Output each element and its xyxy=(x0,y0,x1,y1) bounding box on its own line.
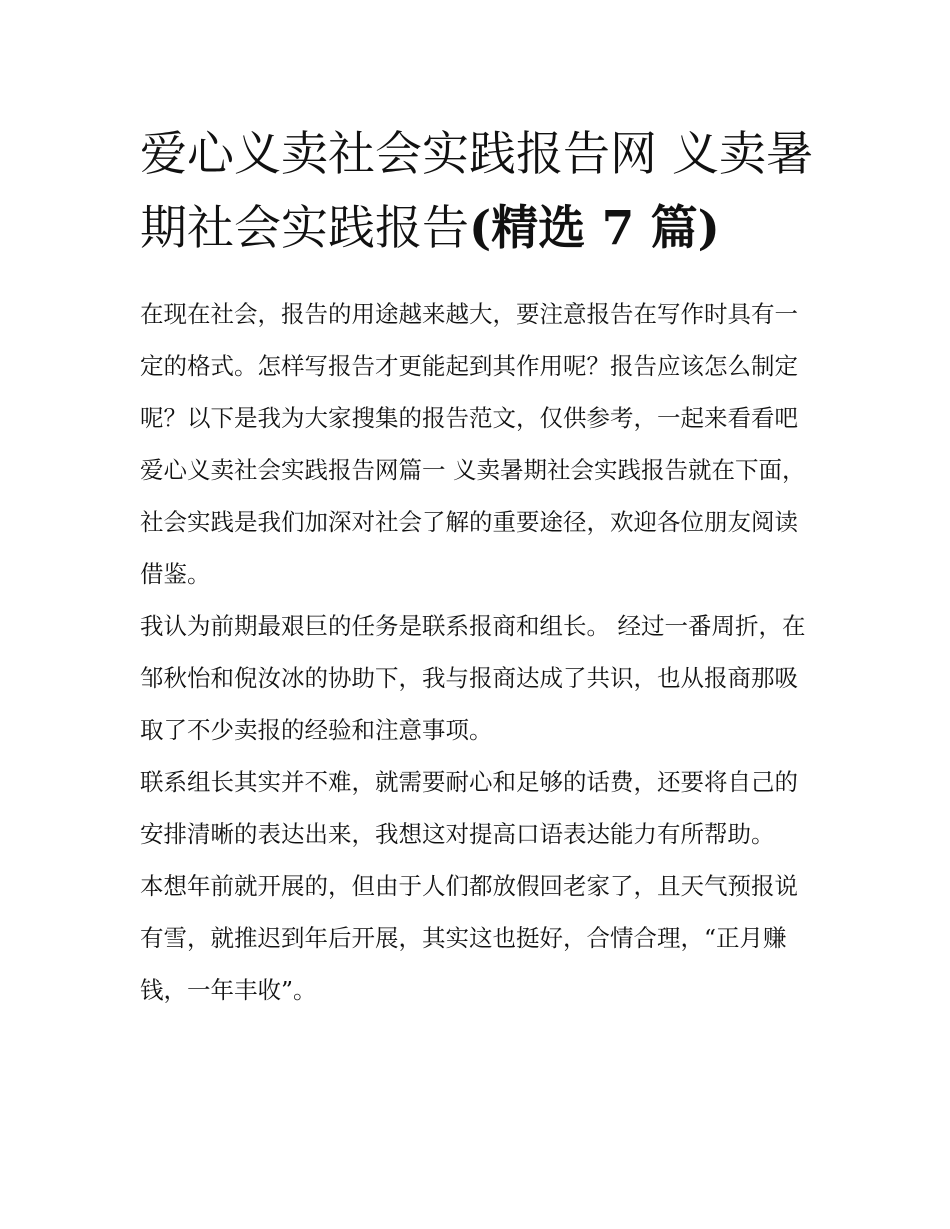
document-body xyxy=(140,118,815,1016)
document-title xyxy=(140,118,815,266)
paragraph-2: 我认为前期最艰巨的任务是联系报商和组长。 经过一番周折，在邹秋怡和倪汝冰的协助下，我与报商达成了共识，也从报商那吸取了不少卖报的经验和注意事项。 xyxy=(140,612,806,744)
paragraph-3: 联系组长其实并不难，就需要耐心和足够的话费，还要将自己的安排清晰的表达出来，我想这对提高口语表达能力有所帮助。 xyxy=(140,768,798,848)
paragraph-4: 本想年前就开展的，但由于人们都放假回老家了，且天气预报说有雪，就推迟到年后开展，其实这也挺好，合情合理，“正月赚钱，一年丰收”。 xyxy=(140,872,798,1004)
title-main-text: 爱心义卖社会实践报告网 义卖暑期社会实践报告 xyxy=(140,127,813,256)
paragraph-intro: 在现在社会，报告的用途越来越大，要注意报告在写作时具有一定的格式。怎样写报告才更能起到其作用呢？报告应该怎么制定呢？以下是我为大家搜集的报告范文，仅供参考，一起来看看吧 xyxy=(140,300,798,432)
title-suffix-text: (精选 7 篇) xyxy=(469,201,720,256)
paragraph-1: 爱心义卖社会实践报告网篇一 义卖暑期社会实践报告就在下面，社会实践是我们加深对社会了解的重要途径，欢迎各位朋友阅读借鉴。 xyxy=(140,456,806,588)
